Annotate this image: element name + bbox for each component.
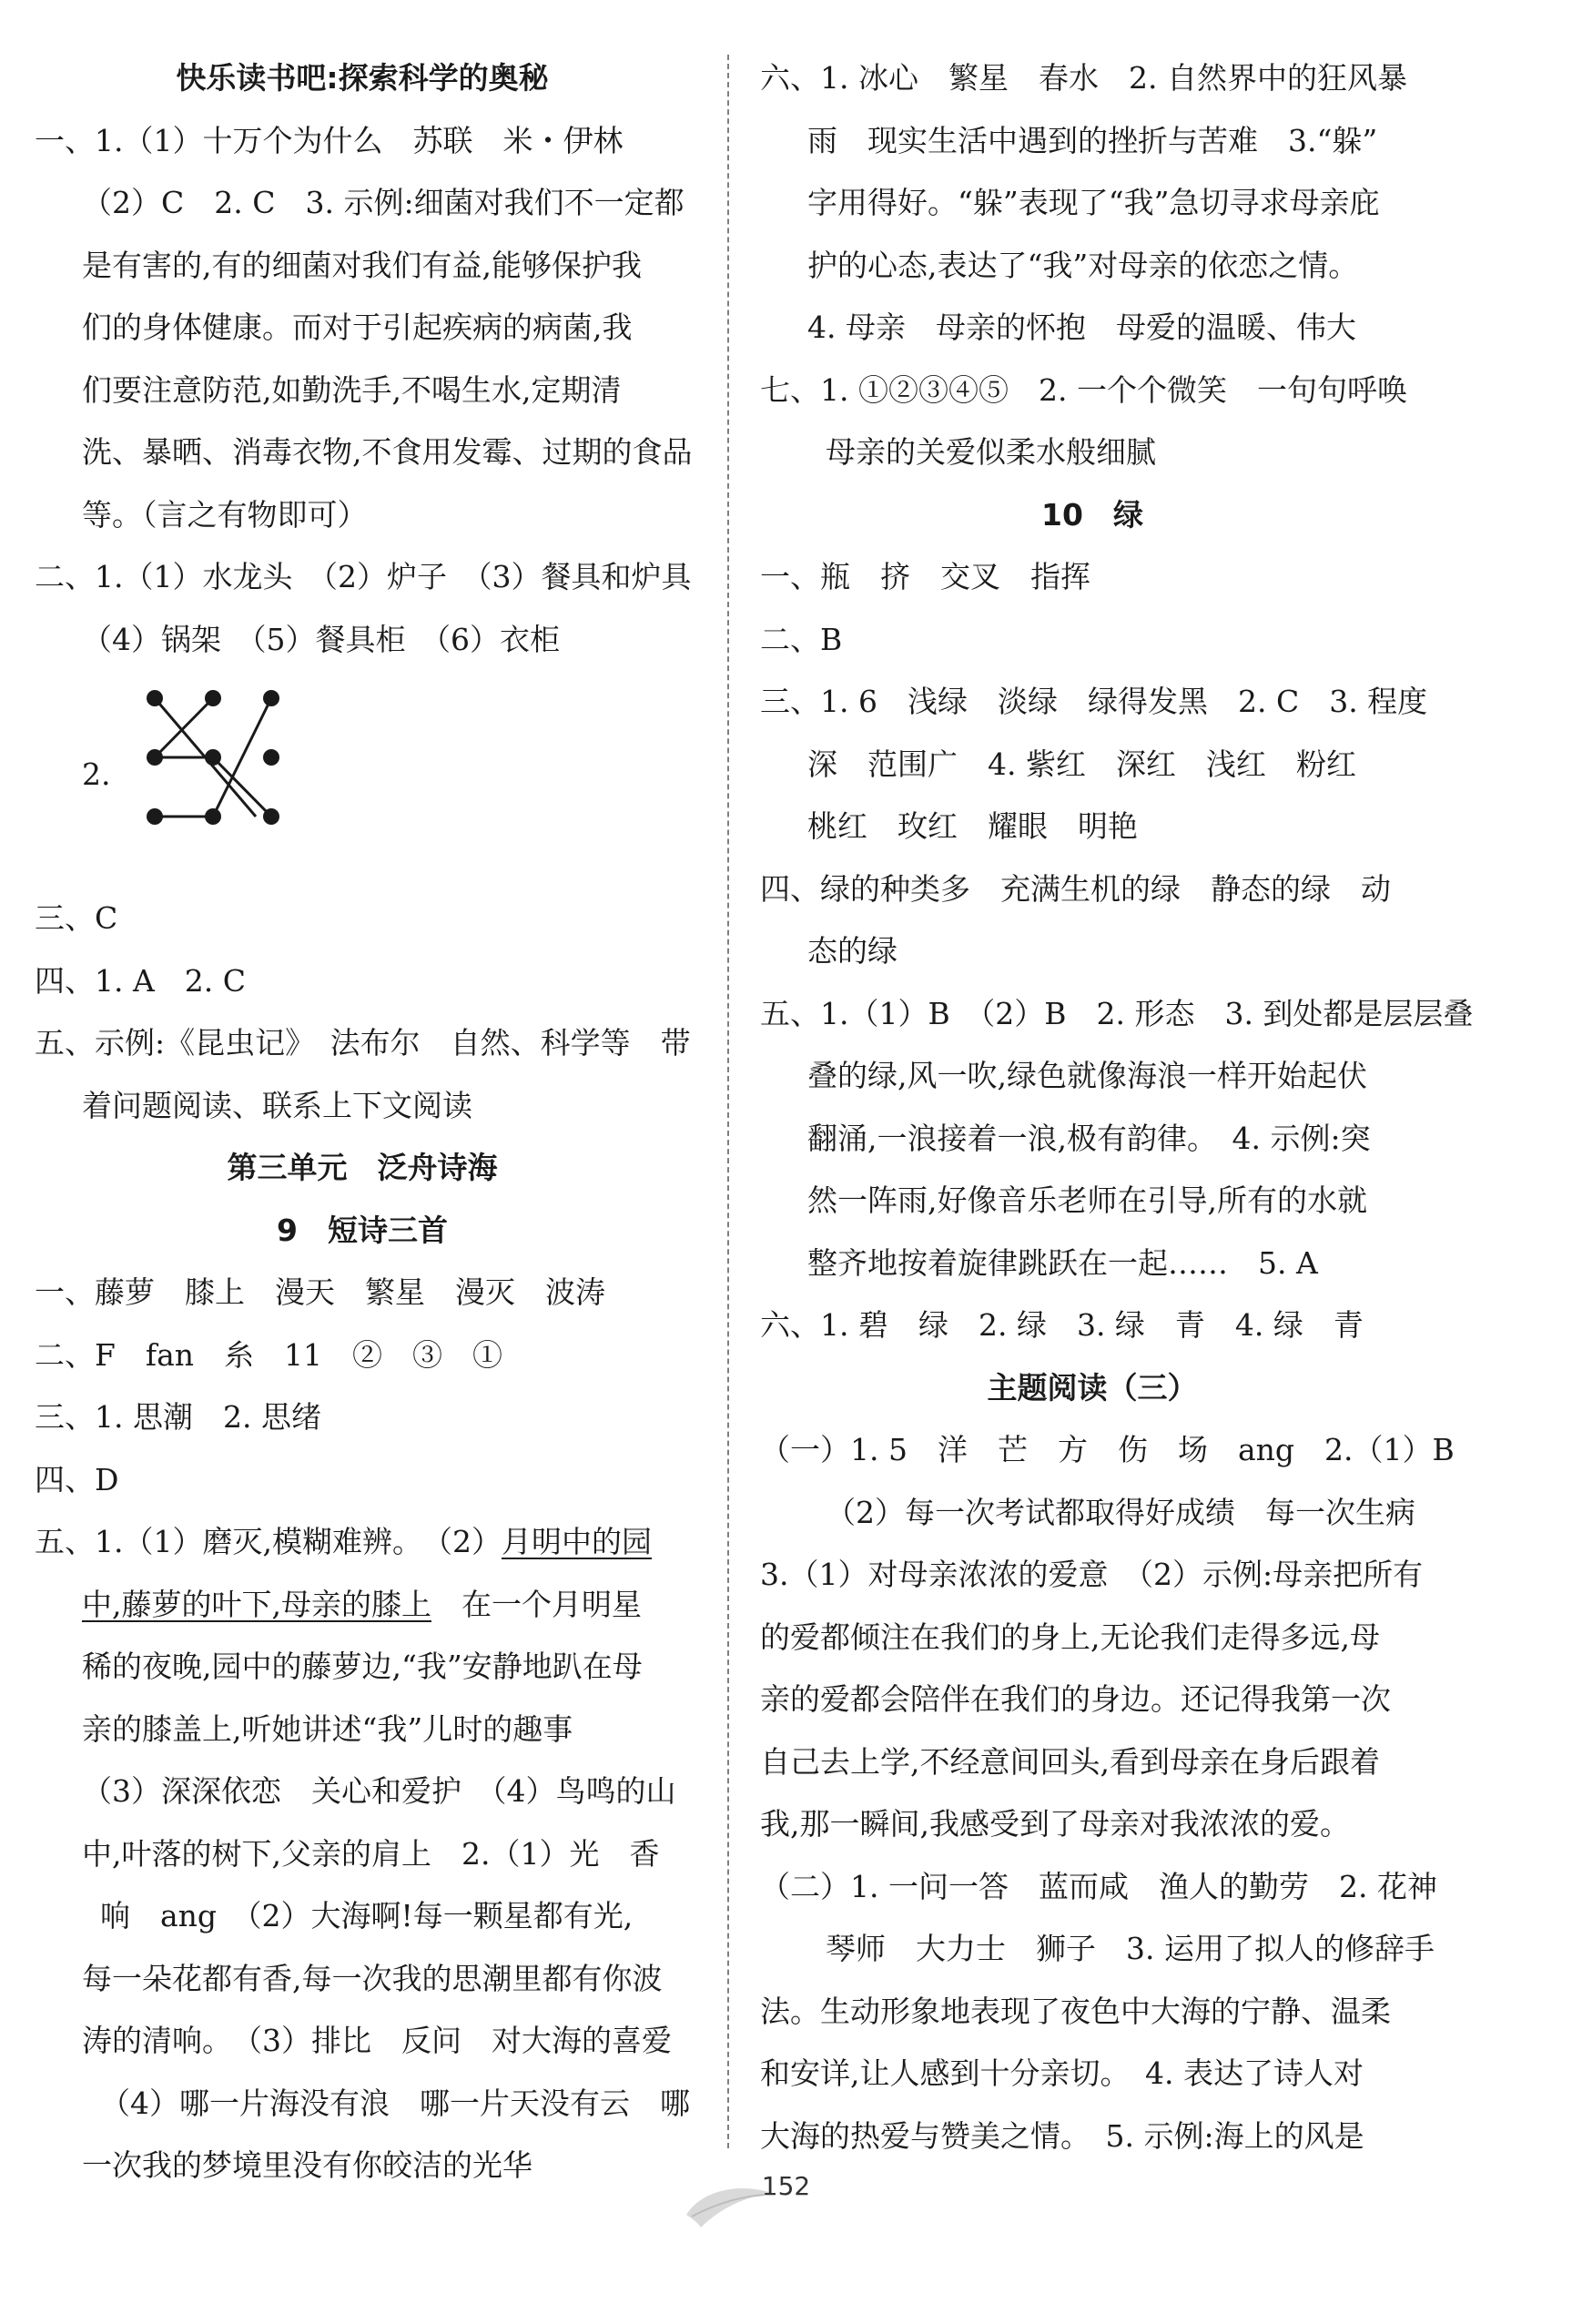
- answer-line: 琴师 大力士 狮子 3. 运用了拟人的修辞手: [826, 1931, 1435, 1966]
- answer-line: 的爱都倾注在我们的身上,无论我们走得多远,母: [760, 1619, 1380, 1655]
- match-dot: [263, 749, 279, 766]
- answer-line: 一、藤萝 膝上 漫天 繁星 漫灭 波涛: [35, 1274, 605, 1310]
- answer-line: 响 ang （2）大海啊!每一颗星都有光,: [100, 1898, 634, 1933]
- answer-line: 五、示例:《昆虫记》 法布尔 自然、科学等 带: [35, 1025, 691, 1061]
- answer-line: 五、1.（1）B （2）B 2. 形态 3. 到处都是层层叠: [760, 995, 1474, 1031]
- answer-line: 六、1. 碧 绿 2. 绿 3. 绿 青 4. 绿 青: [760, 1307, 1364, 1343]
- answer-line: 4. 母亲 母亲的怀抱 母爱的温暖、伟大: [807, 310, 1356, 345]
- answer-line: 字用得好。“躲”表现了“我”急切寻求母亲庇: [807, 185, 1380, 220]
- answer-line: 一、瓶 挤 交叉 指挥: [760, 559, 1090, 594]
- poem-answers: [35, 1511, 690, 2197]
- answer-line: 洗、暴晒、消毒衣物,不食用发霉、过期的食品: [82, 434, 693, 470]
- answer-line: 一、1.（1）十万个为什么 苏联 米・伊林: [35, 122, 624, 158]
- section-heading: 10 绿: [1041, 496, 1143, 533]
- match-dot: [263, 808, 279, 825]
- answer-line: 亲的膝盖上,听她讲述“我”儿时的趣事: [82, 1710, 573, 1747]
- answer-line: 七、1. ①②③④⑤ 2. 一个个微笑 一句句呼唤: [760, 371, 1407, 408]
- match-dot: [205, 690, 221, 706]
- answer-line: 叠的绿,风一吹,绿色就像海浪一样开始起伏: [807, 1058, 1367, 1093]
- answer-line: （4）哪一片海没有浪 哪一片天没有云 哪: [100, 2085, 690, 2121]
- answer-line: 大海的热爱与赞美之情。 5. 示例:海上的风是: [760, 2117, 1364, 2154]
- page-footer: [0, 2171, 1572, 2201]
- matching-question-number: 2.: [82, 756, 111, 792]
- answer-line: 三、1. 思潮 2. 思绪: [35, 1399, 321, 1435]
- answer-line: 护的心态,表达了“我”对母亲的依恋之情。: [807, 247, 1359, 283]
- answer-line: 稀的夜晚,园中的藤萝边,“我”安静地趴在母: [82, 1649, 643, 1684]
- answer-line: 亲的爱都会陪伴在我们的身边。还记得我第一次: [760, 1681, 1391, 1717]
- match-dot: [147, 749, 163, 766]
- left-column: [35, 47, 693, 2197]
- answer-line: （2）C 2. C 3. 示例:细菌对我们不一定都: [82, 185, 685, 220]
- answer-line: 四、D: [35, 1461, 119, 1497]
- answer-line: （一）1. 5 洋 芒 方 伤 场 ang 2.（1）B: [760, 1432, 1455, 1467]
- answer-line: 二、F fan 糸 11 ② ③ ①: [35, 1336, 503, 1373]
- answer-line: 是有害的,有的细菌对我们有益,能够保护我: [82, 247, 642, 283]
- answer-line: 和安详,让人感到十分亲切。 4. 表达了诗人对: [760, 2055, 1364, 2091]
- answer-line: 五、1.（1）磨灭,模糊难辨。 （2）月明中的园: [35, 1524, 652, 1559]
- poem-answers-rest: [35, 1636, 690, 2197]
- answer-line: 桃红 玫红 耀眼 明艳: [807, 808, 1138, 844]
- section-heading: 9 短诗三首: [277, 1212, 448, 1248]
- answer-line: 一次我的梦境里没有你皎洁的光华: [82, 2147, 532, 2183]
- answer-line: 母亲的关爱似柔水般细腻: [826, 434, 1156, 470]
- answer-line: 3.（1）对母亲浓浓的爱意 （2）示例:母亲把所有: [760, 1557, 1424, 1592]
- answer-line: 翻涌,一浪接着一浪,极有韵律。 4. 示例:突: [807, 1120, 1371, 1156]
- answer-line: 涛的清响。 （3）排比 反问 对大海的喜爱: [82, 2023, 672, 2058]
- answer-line: 整齐地按着旋律跳跃在一起…… 5. A: [807, 1244, 1318, 1281]
- underlined-text: 中,藤萝的叶下,母亲的膝上: [82, 1586, 431, 1622]
- answer-line: 等。（言之有物即可）: [82, 496, 368, 533]
- answer-line: 态的绿: [807, 933, 898, 969]
- answer-line: 二、1.（1）水龙头 （2）炉子 （3）餐具和炉具: [35, 559, 692, 594]
- match-dot: [147, 808, 163, 825]
- answer-line: （4）锅架 （5）餐具柜 （6）衣柜: [82, 621, 560, 657]
- left-answers-part-1: [35, 47, 693, 671]
- answer-line: 四、1. A 2. C: [35, 962, 247, 999]
- column-divider: [727, 55, 729, 2148]
- match-dot: [205, 808, 221, 825]
- answer-line: 着问题阅读、联系上下文阅读: [82, 1087, 472, 1123]
- underlined-text: 月明中的园: [501, 1524, 652, 1559]
- answer-line: 雨 现实生活中遇到的挫折与苦难 3.“躲”: [807, 122, 1378, 158]
- answer-line: 四、绿的种类多 充满生机的绿 静态的绿 动: [760, 870, 1391, 907]
- right-column: [760, 47, 1474, 2167]
- answer-line: 中,藤萝的叶下,母亲的膝上 在一个月明星: [82, 1586, 642, 1622]
- page-number: 152: [761, 2171, 811, 2201]
- answer-line: 每一朵花都有香,每一次我的思潮里都有你波: [82, 1960, 663, 1996]
- match-dot: [147, 690, 163, 706]
- answer-line: 二、B: [760, 621, 843, 657]
- answer-line: 然一阵雨,好像音乐老师在引导,所有的水就: [807, 1182, 1367, 1218]
- answer-line: 六、1. 冰心 繁星 春水 2. 自然界中的狂风暴: [760, 60, 1407, 96]
- matching-diagram: [35, 671, 690, 888]
- answer-line: 深 范围广 4. 紫红 深红 浅红 粉红: [807, 746, 1356, 782]
- matching-lines-figure: [107, 680, 308, 880]
- answer-line: 们要注意防范,如勤洗手,不喝生水,定期清: [82, 371, 622, 408]
- answer-line: 三、1. 6 浅绿 淡绿 绿得发黑 2. C 3. 程度: [760, 684, 1428, 719]
- left-answers-part-2: [35, 888, 690, 1511]
- match-dot: [263, 690, 279, 706]
- answer-line: 中,叶落的树下,父亲的肩上 2.（1）光 香: [82, 1835, 660, 1872]
- section-heading: 第三单元 泛舟诗海: [227, 1150, 498, 1185]
- answer-line: 自己去上学,不经意间回头,看到母亲在身后跟着: [760, 1743, 1380, 1780]
- answer-line: 法。生动形象地表现了夜色中大海的宁静、温柔: [760, 1993, 1391, 2029]
- match-dot: [205, 749, 221, 766]
- section-heading: 主题阅读（三）: [987, 1369, 1198, 1406]
- answer-line: （二）1. 一问一答 蓝而咸 渔人的勤劳 2. 花神: [760, 1868, 1437, 1904]
- section-heading: 快乐读书吧:探索科学的奥秘: [176, 60, 549, 96]
- answer-line: （3）深深依恋 关心和爱护 （4）鸟鸣的山: [82, 1773, 676, 1809]
- answer-line: （2）每一次考试都取得好成绩 每一次生病: [826, 1494, 1415, 1530]
- answer-line: 们的身体健康。而对于引起疾病的病菌,我: [82, 310, 633, 345]
- answer-line: 三、C: [35, 900, 118, 936]
- answer-line: 我,那一瞬间,我感受到了母亲对我浓浓的爱。: [760, 1806, 1350, 1842]
